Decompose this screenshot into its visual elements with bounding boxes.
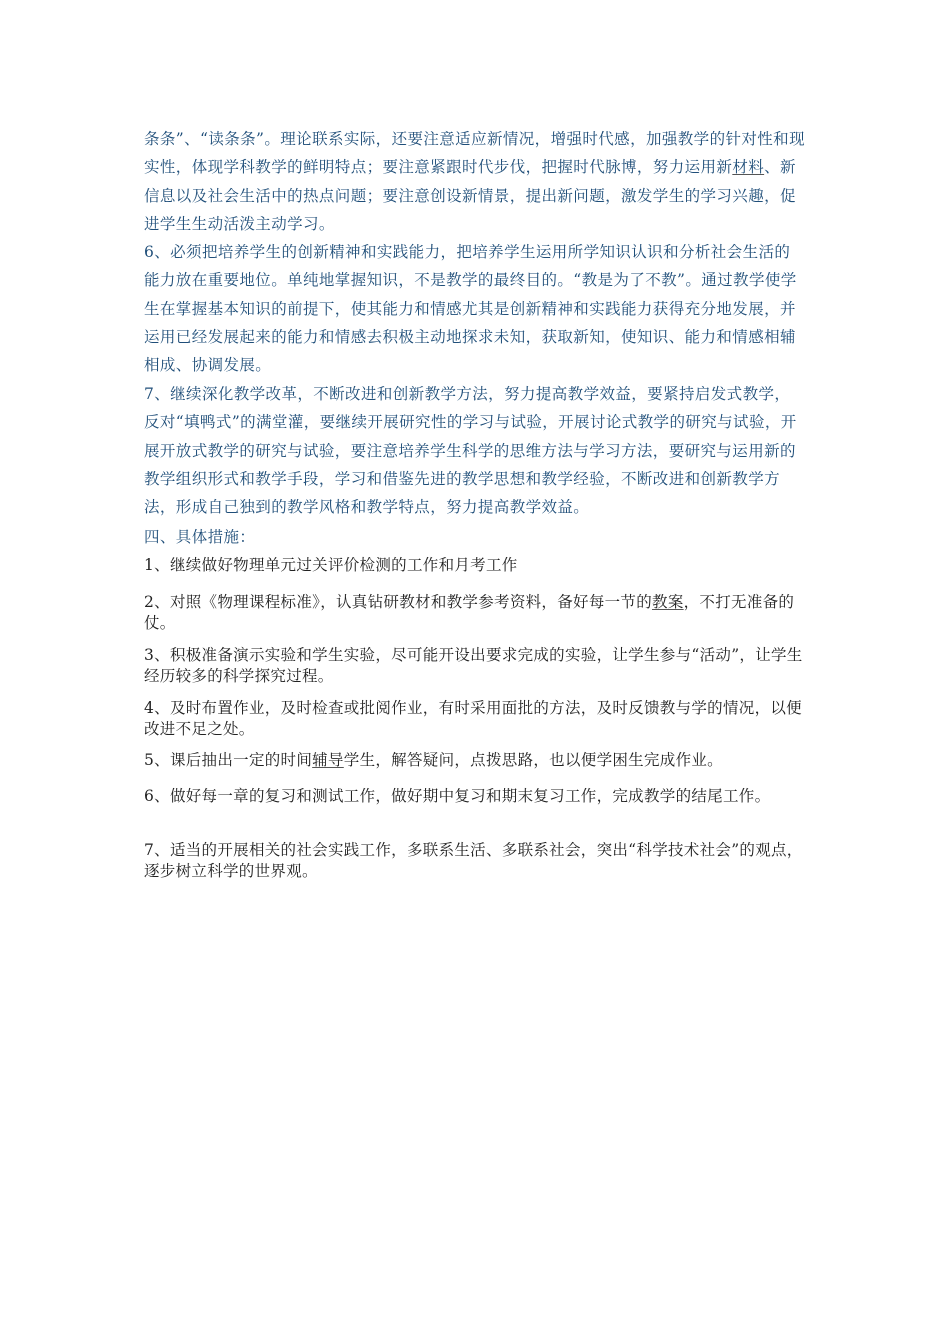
link-tutoring[interactable]: 辅导 bbox=[312, 751, 344, 769]
measure-text: 5、课后抽出一定的时间 bbox=[144, 751, 313, 769]
measure-item-7: 7、适当的开展相关的社会实践工作，多联系生活、多联系社会，突出“科学技术社会”的观点，逐步树立科学的世界观。 bbox=[144, 841, 803, 880]
paragraph-text: 、新信息以及社会生活中的热点问题；要注意创设新情景，提出新问题，激发学生的学习兴趣，促进学生生动活泼主动学习。 bbox=[144, 158, 796, 233]
section-heading: 四、具体措施： bbox=[144, 528, 256, 546]
measure-item-4: 4、及时布置作业，及时检查或批阅作业，有时采用面批的方法，及时反馈教与学的情况，以便改进不足之处。 bbox=[144, 699, 802, 738]
measure-text: ，不打无准备的仗。 bbox=[144, 593, 795, 632]
measure-text: 学生，解答疑问，点拨思路，也以便学困生完成作业。 bbox=[343, 751, 723, 769]
measure-item-3: 3、积极准备演示实验和学生实验，尽可能开设出要求完成的实验，让学生参与“活动”，让学生经历较多的科学探究过程。 bbox=[144, 646, 803, 685]
paragraph-continuation bbox=[144, 125, 806, 238]
paragraph-text: 条条”、“读条条”。理论联系实际，还要注意适应新情况，增强时代感，加强教学的针对性和现实性，体现学科教学的鲜明特点；要注意紧跟时代步伐，把握时代脉博，努力运用新 bbox=[144, 130, 805, 177]
paragraph-item-7: 7、继续深化教学改革，不断改进和创新教学方法，努力提高教学效益，要紧持启发式教学，反对“填鸭式”的满堂灌，要继续开展研究性的学习与试验，开展讨论式教学的研究与试验，开展开放式教学的研究与试验，要注意培养学生科学的思维方法与学习方法，要研究与运用新的教学组织形式和教学手段，学习和借鉴先进的教学思想和教学经验，不断改进和创新教学方法，形成自己独到的教学风格和教学特点，努力提高教学效益。 bbox=[144, 385, 797, 517]
measure-text: 2、对照《物理课程标准》，认真钻研教材和教学参考资料，备好每一节的 bbox=[144, 593, 653, 611]
link-lesson-plan[interactable]: 教案 bbox=[652, 593, 684, 611]
link-materials[interactable]: 材料 bbox=[732, 158, 765, 177]
measure-item-5 bbox=[144, 750, 806, 771]
measure-item-1: 1、继续做好物理单元过关评价检测的工作和月考工作 bbox=[144, 556, 518, 574]
paragraph-item-6: 6、必须把培养学生的创新精神和实践能力，把培养学生运用所学知识认识和分析社会生活的能力放在重要地位。单纯地掌握知识，不是教学的最终目的。“教是为了不教”。通过教学使学生在掌握基本知识的前提下，使其能力和情感尤其是创新精神和实践能力获得充分地发展，并运用已经发展起来的能力和情感去积极主动地探求未知，获取新知，使知识、能力和情感相辅相成、协调发展。 bbox=[144, 243, 797, 375]
measure-item-6: 6、做好每一章的复习和测试工作，做好期中复习和期末复习工作，完成教学的结尾工作。 bbox=[144, 787, 771, 805]
measure-item-2 bbox=[144, 592, 806, 634]
